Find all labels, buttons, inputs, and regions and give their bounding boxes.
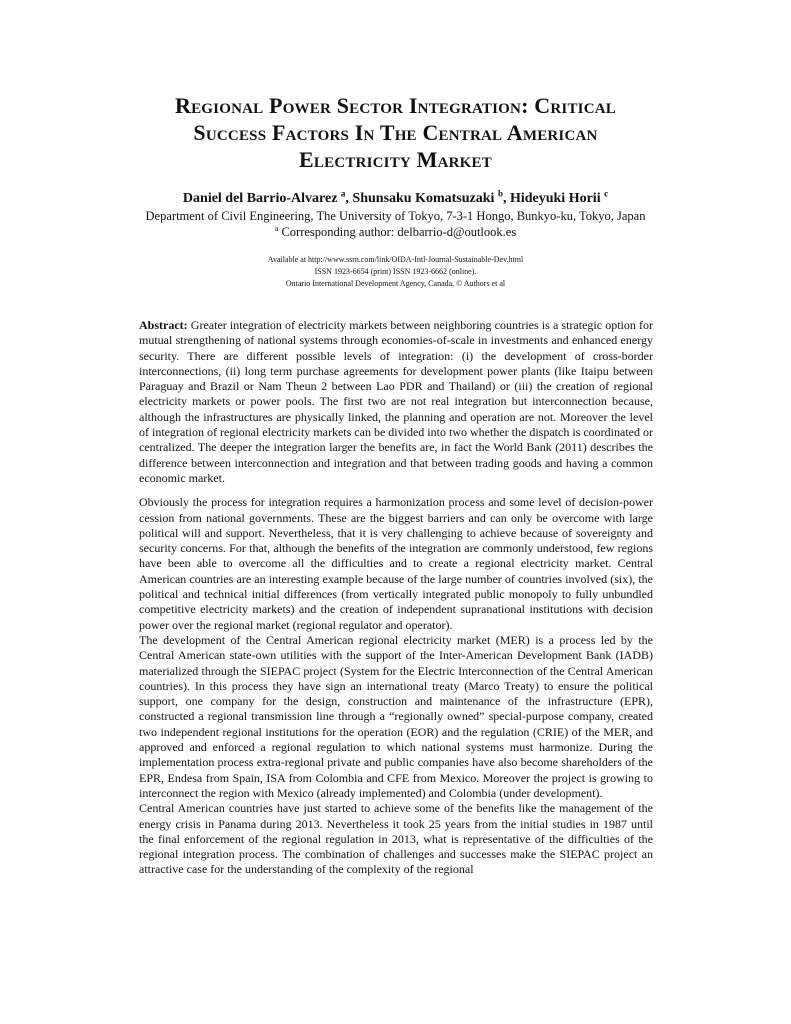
- availability-line: Available at http://www.ssrn.com/link/OIDA-Intl-Journal-Sustainable-Dev.html: [267, 255, 524, 264]
- author-list: [100, 190, 691, 208]
- issn-line: ISSN 1923-6654 (print) ISSN 1923-6662 (online).: [314, 267, 477, 276]
- body-paragraph-3: Central American countries have just started to achieve some of the benefits like the management of the energy crisis in Panama during 2013. Nevertheless it took 25 years from the initial studies in 1987 until the final enforcement of the regional regulation in 2013, what is representative of the difficulties of the regional integration process. The combination of challenges and successes make the SIEPAC project an attractive case for the understanding of the complexity of the regional: [139, 801, 653, 877]
- title-line-3: Electricity Market: [299, 147, 492, 172]
- publisher-line: Ontario International Development Agency, Canada. © Authors et al: [285, 279, 506, 288]
- paper-title: [100, 92, 691, 173]
- abstract-label: Abstract:: [139, 318, 188, 332]
- paper-body: [139, 318, 653, 878]
- corresponding-author: [100, 224, 691, 240]
- author-3-name: Hideyuki Horii: [509, 191, 601, 206]
- abstract-paragraph: [139, 318, 653, 486]
- author-2-name: Shunsaku Komatsuzaki: [352, 191, 495, 206]
- title-line-2: Success Factors In The Central American: [193, 120, 598, 145]
- author-3-mark: c: [604, 188, 609, 199]
- corresponding-text: Corresponding author: delbarrio-d@outlook.es: [278, 225, 517, 239]
- corresponding-mark: a: [274, 223, 279, 233]
- author-separator: ,: [502, 191, 510, 206]
- affiliation-department: Department of Civil Engineering, The University of Tokyo, 7-3-1 Hongo, Bunkyo-ku, Tokyo, Japan: [145, 209, 646, 223]
- body-paragraph-1: Obviously the process for integration requires a harmonization process and some level of decision-power cession from national governments. These are the biggest barriers and can only be overcome with large political will and support. Nevertheless, that it is very challenging to achieve because of sovereignty and security concerns. For that, although the benefits of the integration are commonly understood, few regions have been able to overcome all the difficulties and to create a regional electricity market. Central American countries are an interesting example because of the large number of countries involved (six), the political and technical initial differences (from vertically integrated public monopoly to fully unbundled competitive electricity markets) and the creation of independent supranational institutions with decision power over the regional market (regional regulator and operator).: [139, 495, 653, 632]
- body-paragraph-2: The development of the Central American regional electricity market (MER) is a process led by the Central American state-own utilities with the support of the Inter-American Development Bank (IADB) materialized through the SIEPAC project (System for the Electric Interconnection of the Central American countries). In this process they have sign an international treaty (Marco Treaty) to ensure the political support, one company for the design, construction and maintenance of the infrastructure (EPR), constructed a regional transmission line through a “regionally owned” special-purpose company, created two independent regional institutions for the operation (EOR) and the regulation (CRIE) of the MER, and approved and enforced a regional regulation to which national systems must harmonize. During the implementation process extra-regional private and public companies have also become shareholders of the EPR, Endesa from Spain, ISA from Colombia and CFE from Mexico. Moreover the project is growing to interconnect the region with Mexico (already implemented) and Colombia (under development).: [139, 632, 653, 800]
- publication-info: [100, 254, 691, 290]
- author-1-name: Daniel del Barrio-Alvarez: [182, 191, 338, 206]
- title-line-1: Regional Power Sector Integration: Critical: [175, 93, 616, 118]
- author-2-mark: b: [497, 188, 503, 199]
- author-1-mark: a: [340, 188, 346, 199]
- abstract-text: Greater integration of electricity markets between neighboring countries is a strategic option for mutual strengthening of national systems through economies-of-scale in investments and enhanced energy security. There are different possible levels of integration: (i) the development of cross-border interconnections, (ii) long term purchase agreements for development power plants (like Itaipu between Paraguay and Brazil or Nam Theun 2 between Lao PDR and Thailand) or (iii) the creation of regional electricity markets or power pools. The first two are not real integration but interconnection because, although the infrastructures are physically linked, the planning and operation are not. Moreover the level of integration of regional electricity markets can be divided into two whether the dispatch is coordinated or centralized. The deeper the integration larger the benefits are, in fact the World Bank (2011) describes the difference between interconnection and integration and that between trading goods and having a common economic market.: [139, 318, 653, 485]
- author-separator: ,: [345, 191, 353, 206]
- affiliation-block: [100, 208, 691, 240]
